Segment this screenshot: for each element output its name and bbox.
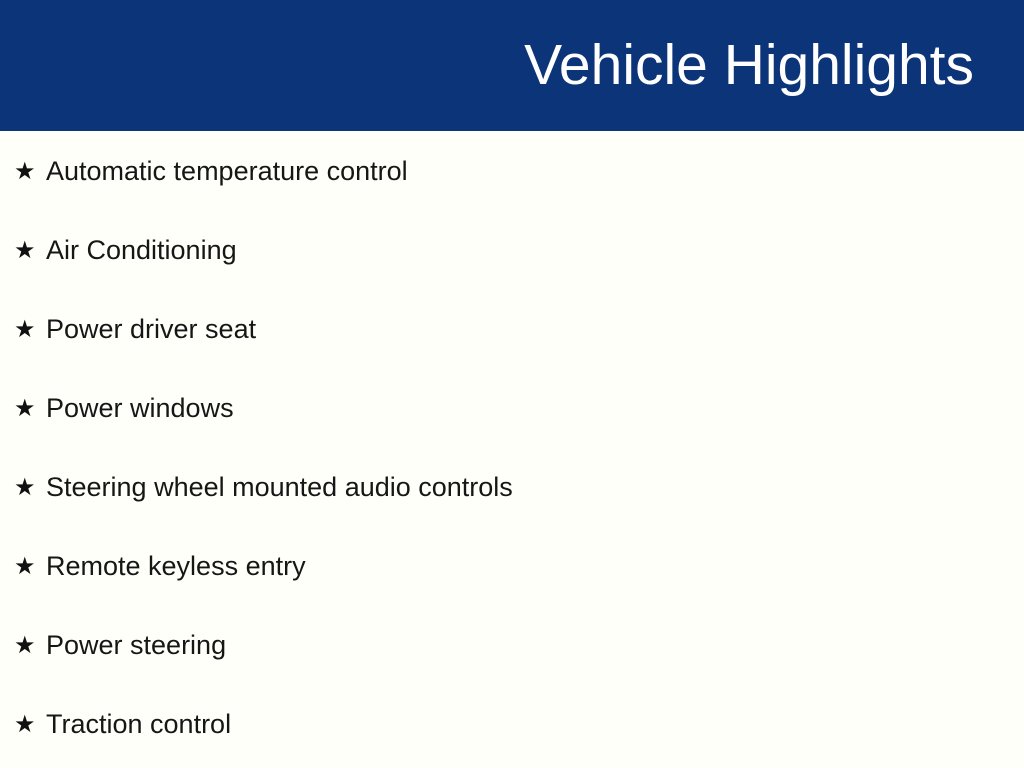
feature-item-label: Air Conditioning — [46, 234, 237, 265]
list-item — [0, 606, 1024, 685]
star-icon: ★ — [14, 631, 36, 659]
star-icon: ★ — [14, 236, 36, 264]
feature-item-label: Power driver seat — [46, 313, 257, 344]
list-item — [0, 369, 1024, 448]
feature-item-label: Steering wheel mounted audio controls — [46, 471, 513, 502]
list-item — [0, 448, 1024, 527]
list-item — [0, 132, 1024, 211]
star-icon: ★ — [14, 394, 36, 422]
page-title: Vehicle Highlights — [524, 33, 974, 97]
star-icon: ★ — [14, 473, 36, 501]
star-icon: ★ — [14, 552, 36, 580]
feature-item-label: Automatic temperature control — [46, 155, 408, 186]
list-item — [0, 685, 1024, 764]
list-item — [0, 290, 1024, 369]
feature-item-label: Remote keyless entry — [46, 550, 306, 581]
feature-item-label: Power windows — [46, 392, 234, 423]
list-item — [0, 211, 1024, 290]
feature-list — [0, 132, 1024, 764]
feature-item-label: Power steering — [46, 629, 227, 660]
star-icon: ★ — [14, 315, 36, 343]
slide-header — [0, 0, 1024, 131]
star-icon: ★ — [14, 710, 36, 738]
list-item — [0, 527, 1024, 606]
feature-item-label: Traction control — [46, 708, 232, 739]
star-icon: ★ — [14, 157, 36, 185]
